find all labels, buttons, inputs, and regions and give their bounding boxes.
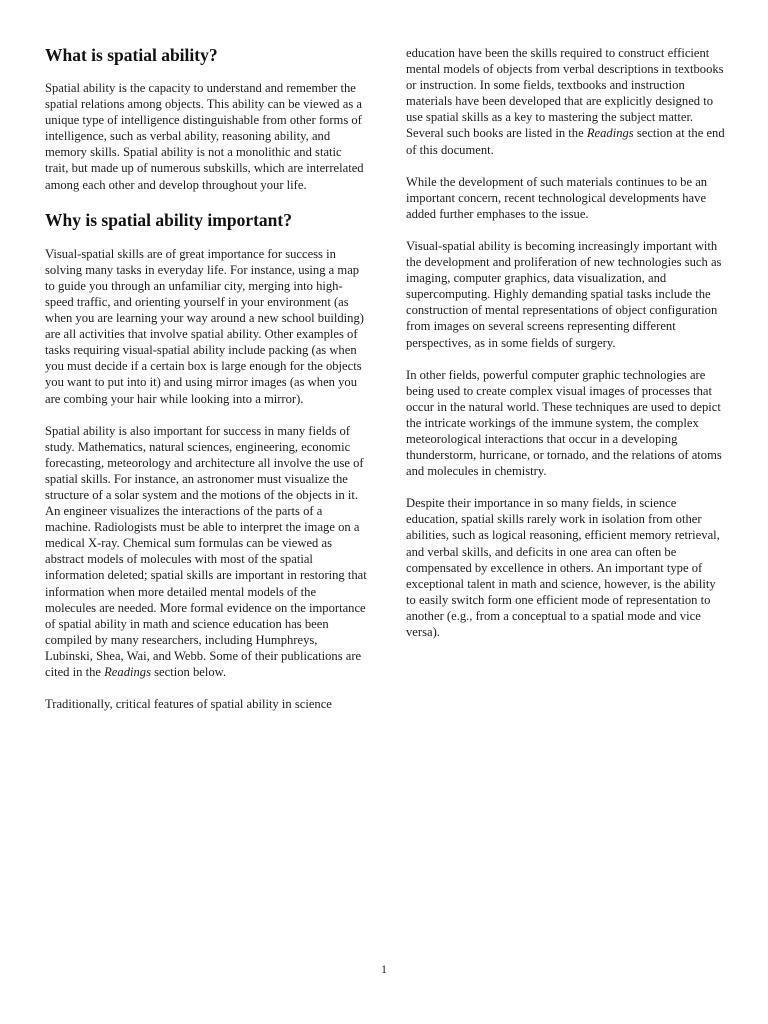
heading-what-is-spatial-ability: What is spatial ability? — [45, 45, 218, 65]
paragraph-development: While the development of such materials continues to be an important concern, recent technological developments have added further emphases to the issue. — [406, 174, 708, 221]
readings-reference-2: Readings — [586, 126, 634, 141]
paragraph-definition: Spatial ability is the capacity to understand and remember the spatial relations among objects. This ability can be viewed as a unique type of intelligence distinguishable from other forms of intelligence, such as verbal ability, reasoning ability, and memory skills. Spatial ability is not a monolithic and static trait, but made up of numerous subskills, which are interrelated among each other and develop throughout your life. — [45, 81, 364, 192]
paragraph-education-text-b: section at the end of this document. — [406, 126, 725, 157]
readings-reference: Readings — [104, 665, 151, 679]
heading-why-important: Why is spatial ability important? — [45, 209, 292, 230]
right-column — [406, 45, 728, 656]
paragraph-fields-text-a: Spatial ability is also important for success in many fields of study. Mathematics, natural sciences, engineering, economic forecasting, meteorology and architecture all involve the use of spatial skills. For instance, an astronomer must visualize the structure of a solar system and the motions of the objects in it. An engineer visualizes the interactions of the parts of a machine. Radiologists must be able to interpret the image on a medical X-ray. Chemical sum formulas can be viewed as abstract models of molecules with most of the spatial information deleted; spatial skills are important in restoring that information when more detailed mental models of the molecules are needed. More formal evidence on the importance of spatial ability in math and science education has been compiled by many researchers, including Humphreys, Lubinski, Shea, Wai, and Webb. Some of their publications are cited in the — [45, 423, 367, 679]
paragraph-everyday-tasks: Visual-spatial skills are of great importance for success in solving many tasks in everyday life. For instance, using a map to guide you through an unfamiliar city, merging into high-speed traffic, and orienting yourself in your environment (as when you are learning your way around a new school building) are all activities that involve spatial ability. Other examples of tasks requiring visual-spatial ability include packing (as when you must decide if a certain box is large enough for the objects you want to put into it) and using mirror images (as when you are combing your hair while looking into a mirror). — [45, 246, 364, 406]
paragraph-isolation: Despite their importance in so many fields, in science education, spatial skills rarely work in isolation from other abilities, such as logical reasoning, efficient memory retrieval, and verbal skills, and deficits in one area can often be compensated by excellence in others. An important type of exceptional talent in math and science, however, is the ability to easily switch form one efficient mode of representation to another (e.g., from a conceptual to a spatial mode and vice versa). — [406, 496, 720, 639]
paragraph-education-text-a: education have been the skills required to construct efficient mental models of objects from verbal descriptions in textbooks or instruction. In some fields, textbooks and instruction materials have been developed that are explicitly designed to use spatial skills as a key to mastering the subject matter. Several such books are listed in the — [406, 46, 724, 141]
paragraph-fields-text-b: section below. — [150, 665, 227, 679]
left-column — [45, 44, 367, 728]
paragraph-education-continued — [406, 45, 728, 158]
paragraph-fields-of-study — [45, 423, 367, 681]
page-number: 1 — [381, 962, 387, 976]
paragraph-technologies: Visual-spatial ability is becoming increasingly important with the development and proliferation of new technologies such as imaging, computer graphics, data visualization, and supercomputing. Highly demanding spatial tasks include the construction of mental representations of object configuration from images on several screens representing different perspectives, as in some fields of surgery. — [406, 238, 722, 350]
paragraph-computer-graphics: In other fields, powerful computer graphic technologies are being used to create complex visual images of processes that occur in the natural world. These techniques are used to depict the intricate workings of the immune system, the complex meteorological interactions that occur in a developing thunderstorm, hurricane, or tornado, and the relations of atoms and molecules in chemistry. — [406, 367, 722, 479]
paragraph-traditionally: Traditionally, critical features of spatial ability in science — [45, 697, 332, 712]
